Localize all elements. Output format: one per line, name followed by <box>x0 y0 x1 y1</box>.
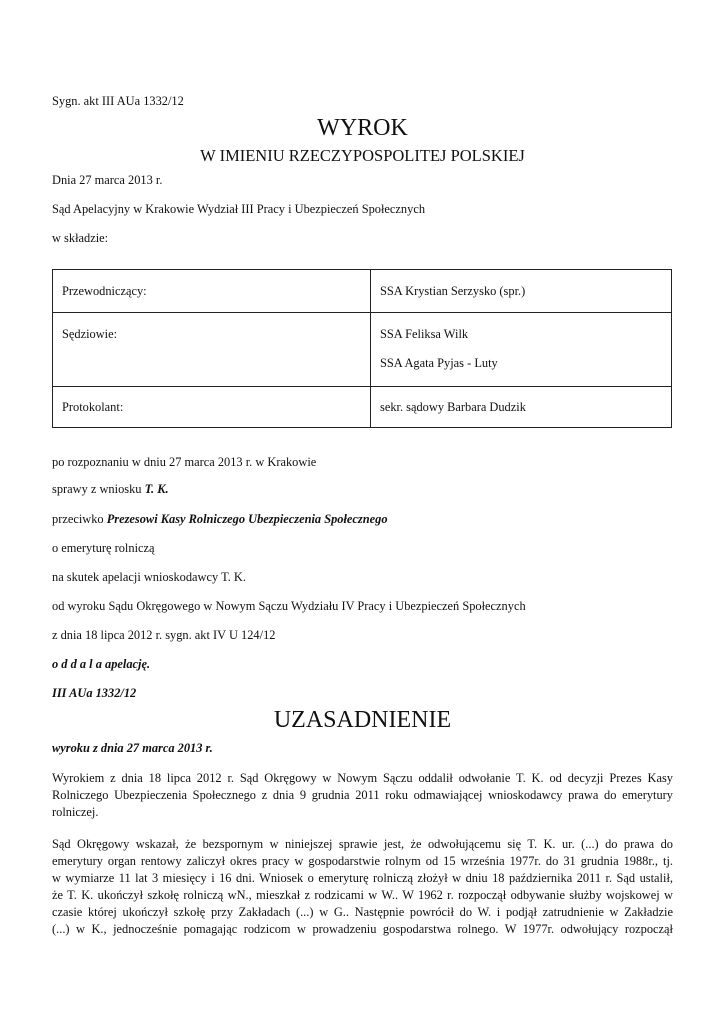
justification-title: UZASADNIENIE <box>273 707 452 733</box>
paragraph-line: w wymiarze 11 lat 3 miesięcy i 16 dni. Wniosek o emeryturę rolniczą złożył w dniu 18 października 2011 r. Sąd ustalił, <box>52 871 673 885</box>
panel-name: SSA Feliksa Wilk <box>380 327 469 341</box>
justification-paragraph-1 <box>52 770 673 821</box>
paragraph-line: (...) w K., jednocześnie pomagając rodzicom w prowadzeniu gospodarstwa rolnego. W 1977r. odwołujący rozpoczął <box>52 922 673 936</box>
against-line <box>52 512 388 527</box>
composition-label: w składzie: <box>52 231 109 245</box>
case-signature: Sygn. akt III AUa 1332/12 <box>52 94 184 108</box>
paragraph-line: Sąd Okręgowy wskazał, że bezspornym w niniejszej sprawie jest, że odwołującemu się T. K. ur. (...) do prawa do <box>52 837 673 851</box>
applicant-name: T. K. <box>144 482 169 496</box>
panel-role: Sędziowie: <box>53 313 371 387</box>
hearing-line: po rozpoznaniu w dniu 27 marca 2013 r. w Krakowie <box>52 455 317 469</box>
case-line <box>52 482 169 497</box>
panel-names <box>371 270 672 313</box>
respondent-name: Prezesowi Kasy Rolniczego Ubezpieczenia Społecznego <box>106 512 388 526</box>
paragraph-line: że T. K. ukończył szkołę rolniczą wN., mieszkał z rodzicami w W.. W 1962 r. rozpoczął odbywanie służby wojskowej w <box>52 888 673 902</box>
panel-name: SSA Krystian Serzysko (spr.) <box>380 284 526 298</box>
panel-name: SSA Agata Pyjas - Luty <box>380 356 498 370</box>
ruling: o d d a l a apelację. <box>52 657 151 671</box>
judgment-from-line: od wyroku Sądu Okręgowego w Nowym Sączu Wydziału IV Pracy i Ubezpieczeń Społecznych <box>52 599 526 613</box>
paragraph-line: rolniczej. <box>52 805 99 819</box>
against-prefix: przeciwko <box>52 512 107 526</box>
paragraph-line: emerytury organ rentowy zaliczył okres pracy w gospodarstwie rolnym od 15 września 1977r. do 31 grudnia 1988r., tj. <box>52 854 673 868</box>
court-line: Sąd Apelacyjny w Krakowie Wydział III Pracy i Ubezpieczeń Społecznych <box>52 202 426 216</box>
paragraph-line: Wyrokiem z dnia 18 lipca 2012 r. Sąd Okręgowy w Nowym Sączu oddalił odwołanie T. K. od decyzji Prezes Kasy <box>52 771 673 785</box>
justification-paragraph-2 <box>52 836 673 938</box>
case-signature-second: III AUa 1332/12 <box>52 686 137 700</box>
panel-role: Protokolant: <box>53 387 371 428</box>
case-prefix: sprawy z wniosku <box>52 482 145 496</box>
panel-name: sekr. sądowy Barbara Dudzik <box>380 400 526 414</box>
judgment-date-line: z dnia 18 lipca 2012 r. sygn. akt IV U 124/12 <box>52 628 276 642</box>
date-line: Dnia 27 marca 2013 r. <box>52 173 163 187</box>
panel-names <box>371 313 672 387</box>
justification-subtitle: wyroku z dnia 27 marca 2013 r. <box>52 741 213 755</box>
document-subtitle: W IMIENIU RZECZYPOSPOLITEJ POLSKIEJ <box>200 146 525 165</box>
document-title: WYROK <box>317 115 408 141</box>
appeal-line: na skutek apelacji wnioskodawcy T. K. <box>52 570 246 584</box>
panel-names <box>371 387 672 428</box>
subject-line: o emeryturę rolniczą <box>52 541 155 555</box>
court-panel-table <box>52 269 672 428</box>
table-row <box>53 313 672 387</box>
panel-role: Przewodniczący: <box>53 270 371 313</box>
table-row <box>53 387 672 428</box>
paragraph-line: czasie której ukończył szkołę przy Zakładach (...) w G.. Następnie powrócił do W. i podjął zatrudnienie w Zakładzie <box>52 905 673 919</box>
paragraph-line: Rolniczego Ubezpieczenia Społecznego z dnia 9 grudnia 2011 roku odmawiającej wnioskodawcy prawa do emerytury <box>52 788 673 802</box>
table-row <box>53 270 672 313</box>
